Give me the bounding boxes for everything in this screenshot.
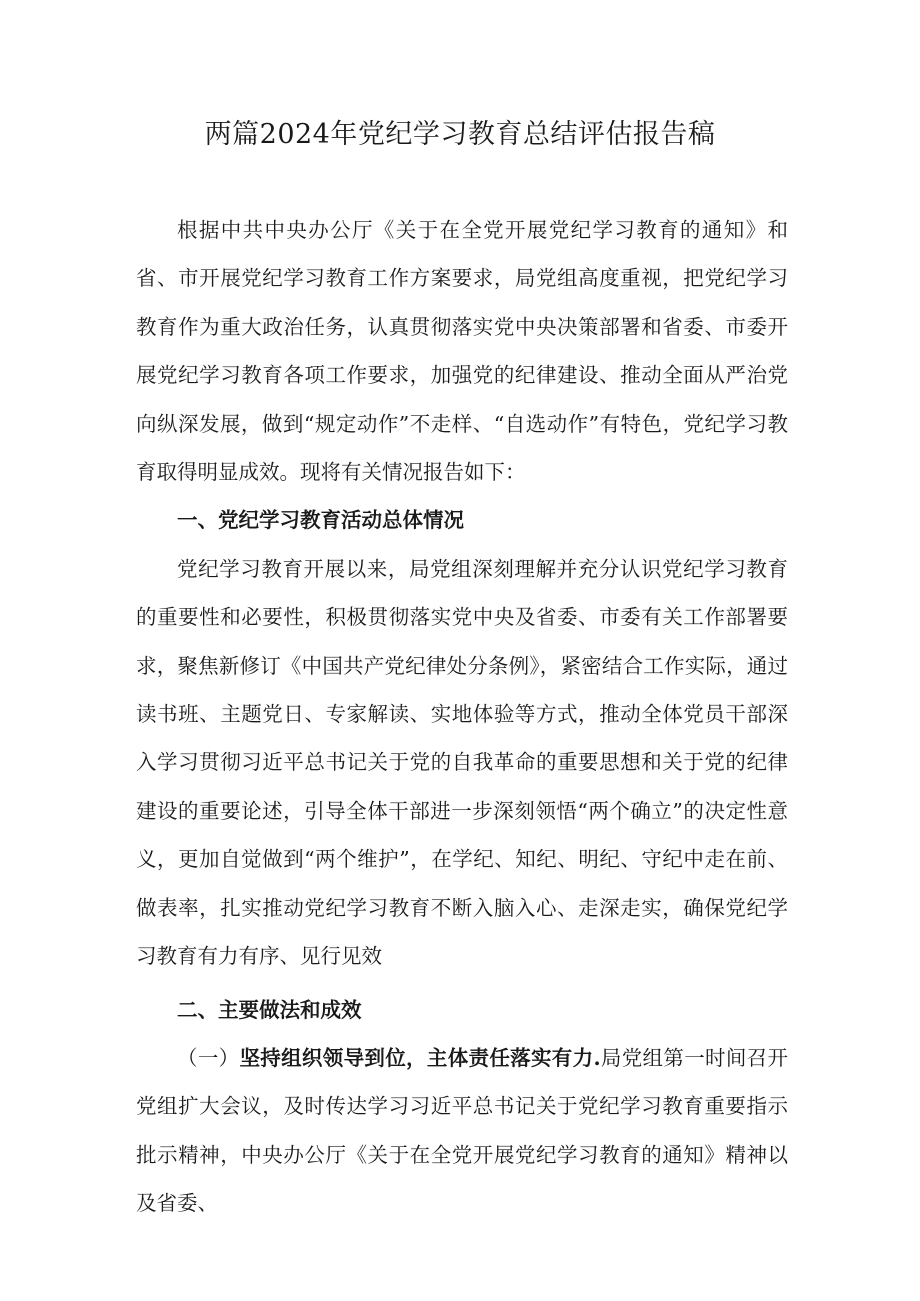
subsection-1-paragraph <box>136 1034 788 1228</box>
intro-paragraph: 根据中共中央办公厅《关于在全党开展党纪学习教育的通知》和省、市开展党纪学习教育工作方案要求，局党组高度重视，把党纪学习教育作为重大政治任务，认真贯彻落实党中央决策部署和省委、市委开展党纪学习教育各项工作要求，加强党的纪律建设、推动全面从严治党向纵深发展，做到“规定动作”不走样、“自选动作”有特色，党纪学习教育取得明显成效。现将有关情况报告如下： <box>136 218 788 485</box>
section-2-heading: 二、主要做法和成效 <box>177 997 362 1022</box>
section-1-heading: 一、党纪学习教育活动总体情况 <box>177 508 464 533</box>
subsection-1-label: （一） <box>177 1045 240 1070</box>
document-title: 两篇2024年党纪学习教育总结评估报告稿 <box>204 119 716 150</box>
subsection-1-text: 局党组第一时间召开党组扩大会议，及时传达学习习近平总书记关于党纪学习教育重要指示批示精神，中央办公厅《关于在全党开展党纪学习教育的通知》精神以及省委、 <box>136 1045 788 1216</box>
section-1-paragraph: 党纪学习教育开展以来，局党组深刻理解并充分认识党纪学习教育的重要性和必要性，积极贯彻落实党中央及省委、市委有关工作部署要求，聚焦新修订《中国共产党纪律处分条例》，紧密结合工作实际，通过读书班、主题党日、专家解读、实地体验等方式，推动全体党员干部深入学习贯彻习近平总书记关于党的自我革命的重要思想和关于党的纪律建设的重要论述，引导全体干部进一步深刻领悟“两个确立”的决定性意义，更加自觉做到“两个维护”，在学纪、知纪、明纪、守纪中走在前、做表率，扎实推动党纪学习教育不断入脑入心、走深走实，确保党纪学习教育有力有序、见行见效 <box>136 556 788 969</box>
document-body <box>136 206 788 1228</box>
subsection-1-bold-lead: 坚持组织领导到位，主体责任落实有力. <box>239 1045 601 1070</box>
